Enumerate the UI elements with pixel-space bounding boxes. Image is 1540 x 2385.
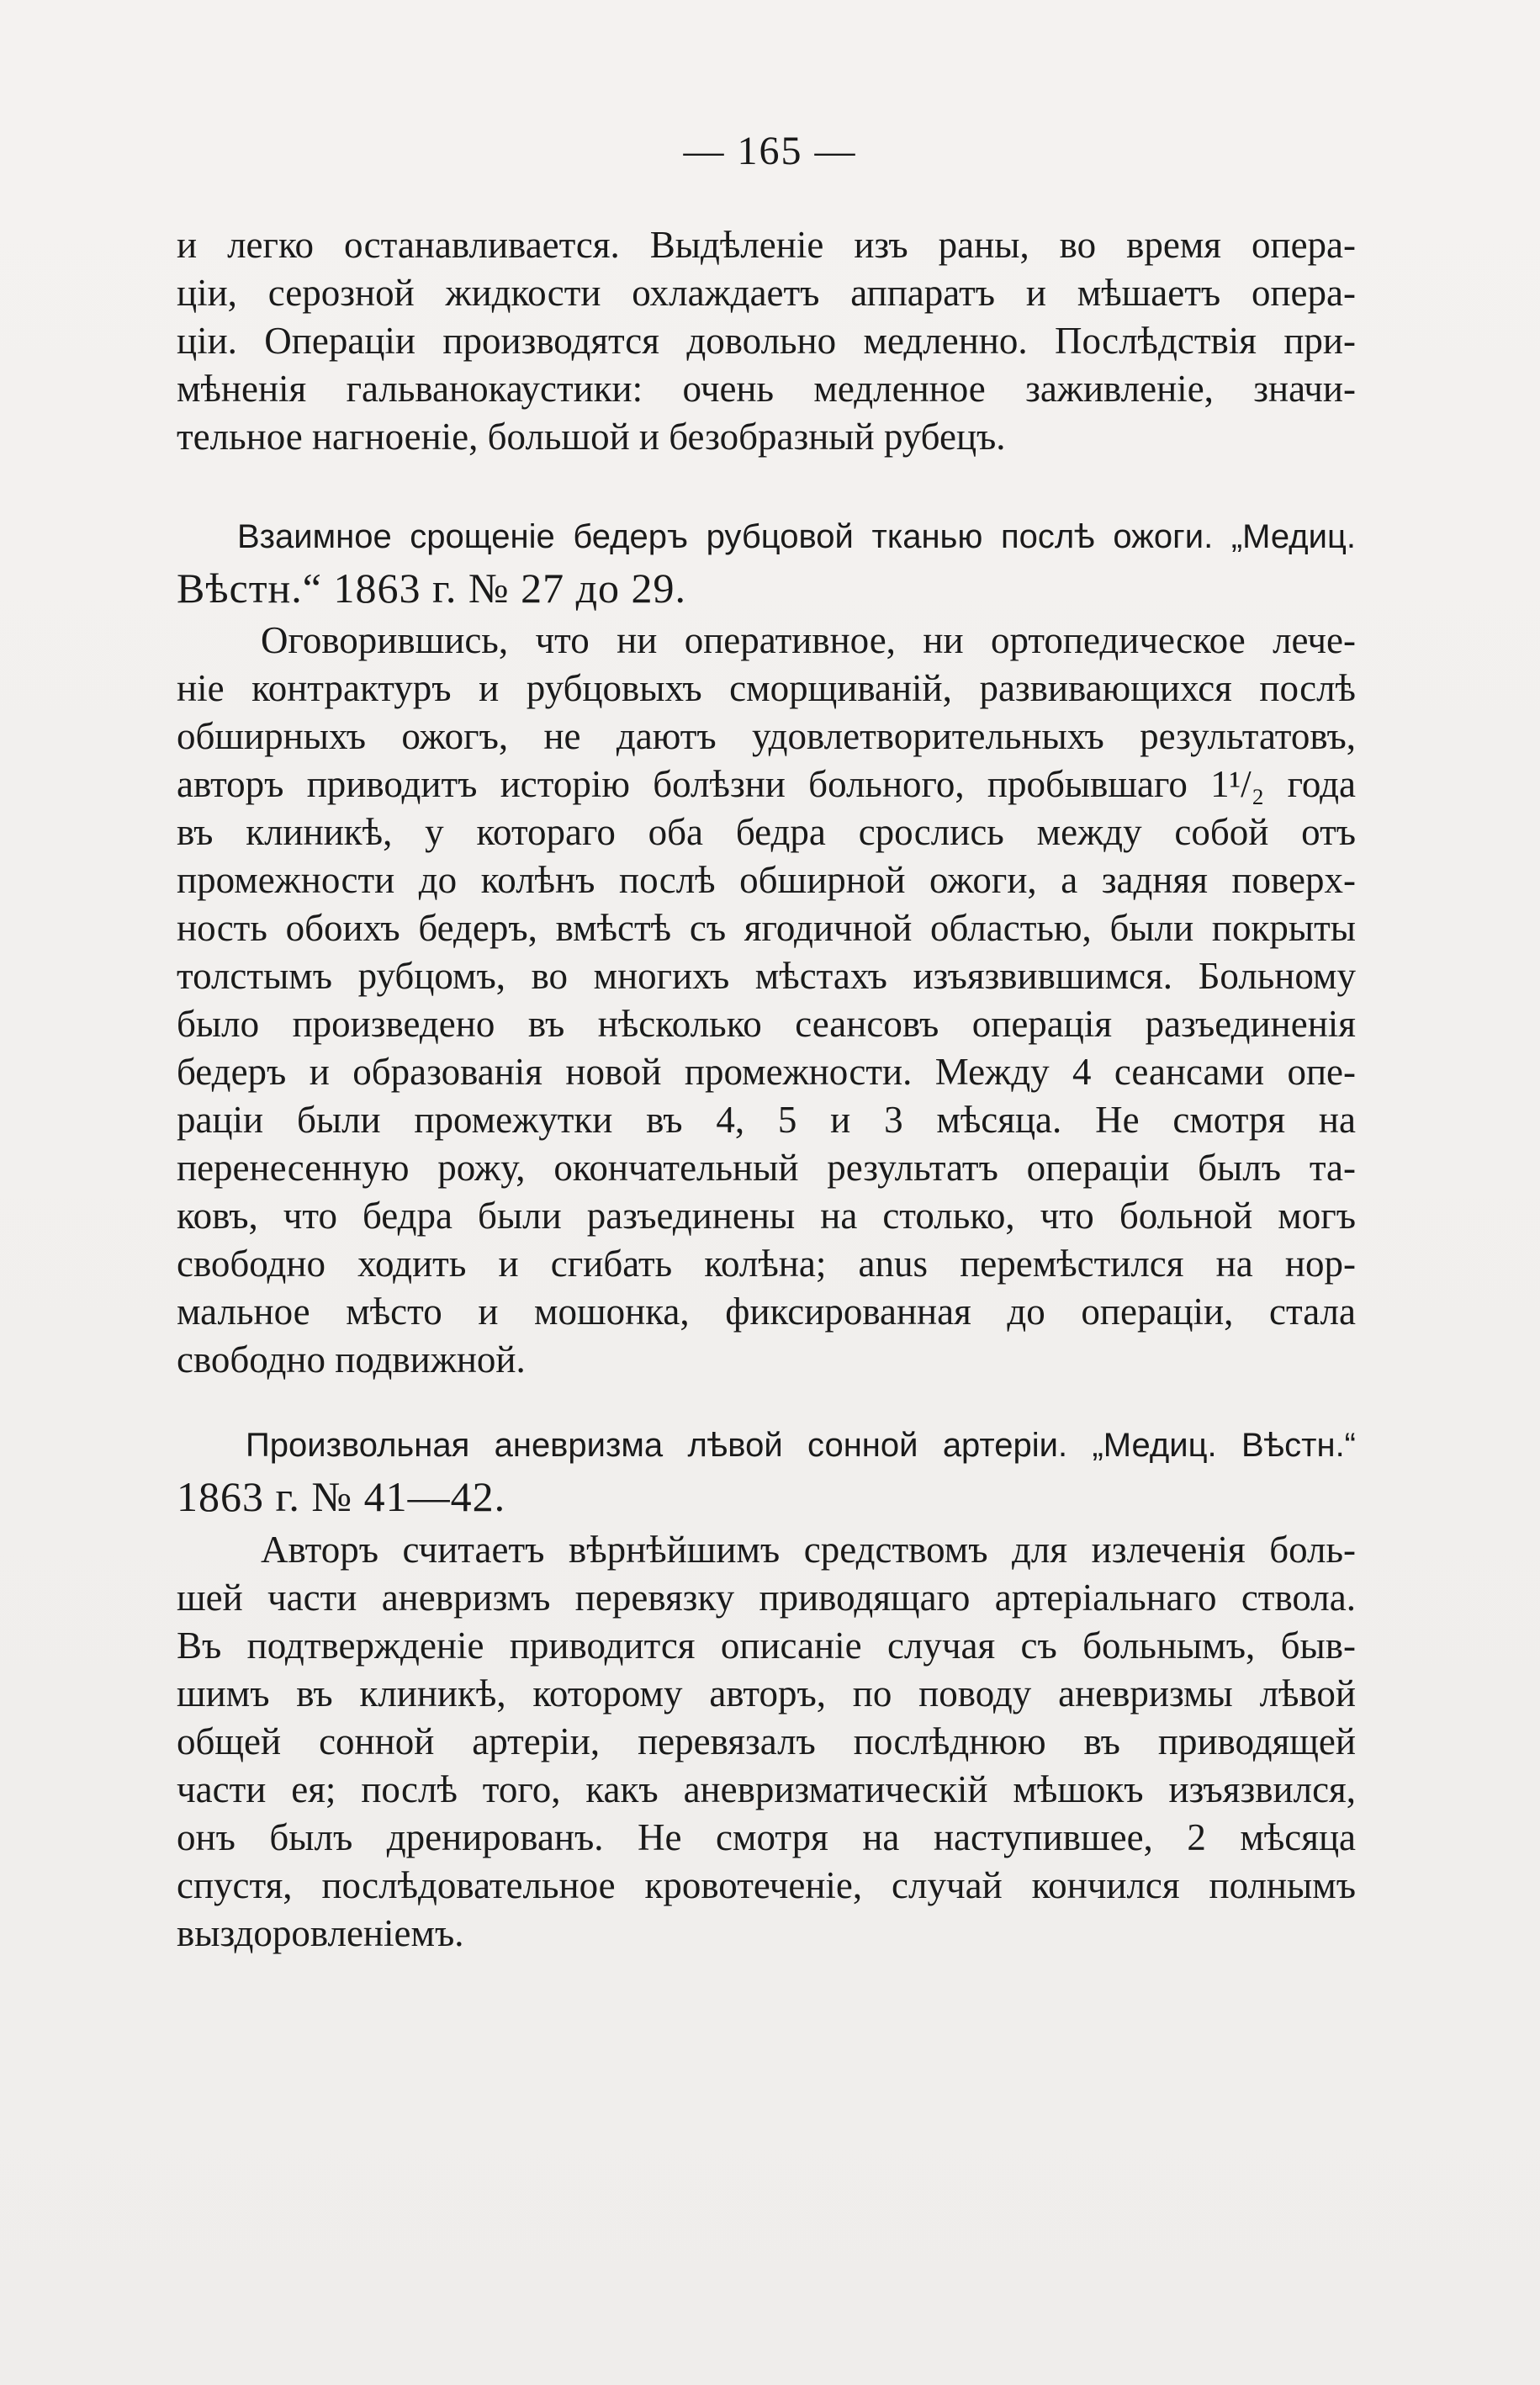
article-2-title: Произвольная аневризма лѣвой сонной артеріи. „Медиц. Вѣстн.“	[246, 1427, 1356, 1464]
text-line: выздоровленіемъ.	[177, 1912, 464, 1954]
text-line: Въ подтвержденіе приводится описаніе случая съ больнымъ, быв-	[177, 1624, 1356, 1667]
text-line: онъ былъ дренированъ. Не смотря на наступившее, 2 мѣсяца	[177, 1816, 1356, 1858]
text-line: ціи, серозной жидкости охлаждаетъ аппаратъ и мѣшаетъ опера-	[177, 272, 1356, 314]
text-line: общей сонной артеріи, перевязалъ послѣднюю въ приводящей	[177, 1720, 1356, 1762]
text-line: обширныхъ ожогъ, не даютъ удовлетворительныхъ результатовъ,	[177, 715, 1356, 757]
text-line: Авторъ считаетъ вѣрнѣйшимъ средствомъ для излеченія боль-	[261, 1529, 1356, 1571]
continuation-paragraph	[177, 221, 1356, 461]
text-line: въ клиникѣ, у котораго оба бедра срослись между собой отъ	[177, 811, 1356, 853]
text-line: спустя, послѣдовательное кровотеченіе, случай кончился полнымъ	[177, 1864, 1356, 1906]
text-line: ніе контрактуръ и рубцовыхъ сморщиваній, развивающихся послѣ	[177, 667, 1356, 709]
article-1-heading	[177, 511, 1356, 614]
text-line: ціи. Операціи производятся довольно медленно. Послѣдствія при-	[177, 320, 1356, 362]
text-line: толстымъ рубцомъ, во многихъ мѣстахъ изъязвившимся. Больному	[177, 955, 1356, 997]
text-line: свободно подвижной.	[177, 1338, 526, 1381]
text-line: было произведено въ нѣсколько сеансовъ операція разъединенія	[177, 1003, 1356, 1045]
text-line: раціи были промежутки въ 4, 5 и 3 мѣсяца. Не смотря на	[177, 1099, 1356, 1141]
text-line: свободно ходить и сгибать колѣна; anus перемѣстился на нор-	[177, 1243, 1356, 1285]
text-line: авторъ приводитъ исторію болѣзни больного, пробывшаго 1¹/₂ года	[177, 763, 1356, 805]
article-1-title: Взаимное срощеніе бедеръ рубцовой тканью послѣ ожоги. „Медиц.	[237, 518, 1356, 555]
text-line: ность обоихъ бедеръ, вмѣстѣ съ ягодичной областью, были покрыты	[177, 907, 1356, 949]
text-line: мѣненія гальванокаустики: очень медленное заживленіе, значи-	[177, 368, 1356, 410]
text-line: части ея; послѣ того, какъ аневризматическій мѣшокъ изъязвился,	[177, 1768, 1356, 1810]
text-line: тельное нагноеніе, большой и безобразный рубецъ.	[177, 416, 1006, 458]
text-line: мальное мѣсто и мошонка, фиксированная до операціи, стала	[177, 1291, 1356, 1333]
text-line: бедеръ и образованія новой промежности. Между 4 сеансами опе-	[177, 1051, 1356, 1093]
text-line: шей части аневризмъ перевязку приводящаго артеріальнаго ствола.	[177, 1577, 1356, 1619]
text-line: шимъ въ клиникѣ, которому авторъ, по поводу аневризмы лѣвой	[177, 1672, 1356, 1715]
article-2-body	[177, 1526, 1356, 1958]
text-line: и легко останавливается. Выдѣленіе изъ раны, во время опера-	[177, 224, 1356, 266]
article-1-body	[177, 617, 1356, 1384]
article-2-heading	[177, 1420, 1356, 1523]
text-line: перенесенную рожу, окончательный результатъ операціи былъ та-	[177, 1147, 1356, 1189]
text-line: ковъ, что бедра были разъединены на столько, что больной могъ	[177, 1195, 1356, 1237]
article-1-citation: Вѣстн.“ 1863 г. № 27 до 29.	[177, 564, 687, 612]
text-line: промежности до колѣнъ послѣ обширной ожоги, а задняя поверх-	[177, 859, 1356, 901]
article-2-citation: 1863 г. № 41—42.	[177, 1473, 506, 1520]
text-line: Оговорившись, что ни оперативное, ни ортопедическое лече-	[261, 619, 1356, 661]
page-number: — 165 —	[683, 129, 857, 173]
